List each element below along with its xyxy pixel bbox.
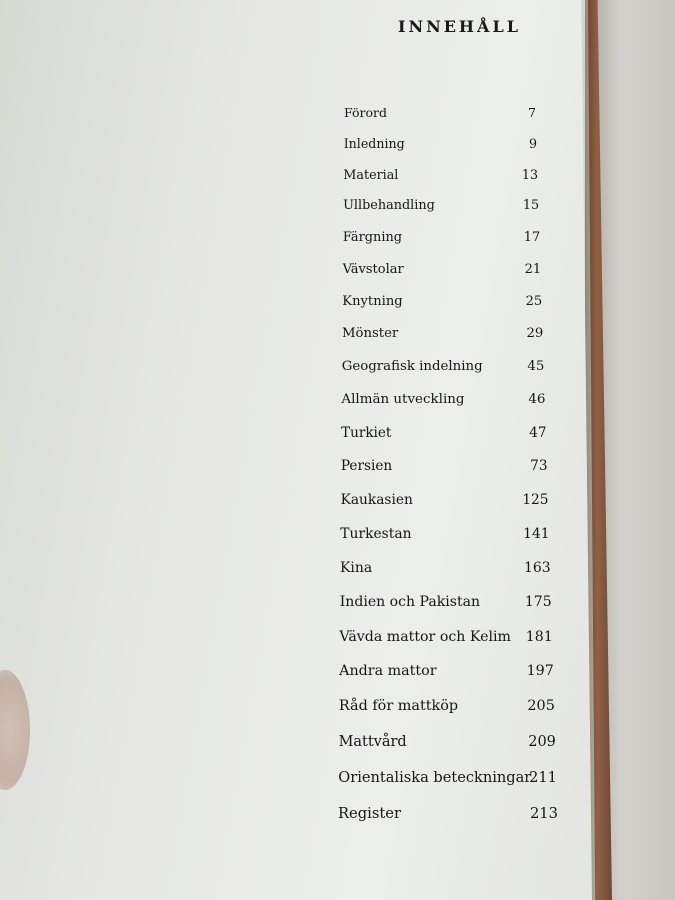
toc-entry-page-number: 181 xyxy=(525,628,553,645)
toc-entry-label: Färgning xyxy=(342,230,403,246)
toc-entry-page-number: 209 xyxy=(528,733,556,750)
toc-entry-label: Mönster xyxy=(342,326,399,342)
toc-entry-label: Mattvård xyxy=(338,733,407,750)
toc-entry-page-number: 211 xyxy=(529,769,557,786)
toc-entry-label: Andra mattor xyxy=(339,663,437,680)
toc-entry-label: Inledning xyxy=(343,135,405,151)
toc-entry-page-number: 29 xyxy=(526,326,544,342)
toc-entry-page-number: 73 xyxy=(530,458,548,475)
toc-entry-label: Persien xyxy=(340,458,393,475)
toc-entry-label: Material xyxy=(343,167,399,183)
toc-entry-page-number: 205 xyxy=(527,698,555,715)
toc-entry-page-number: 47 xyxy=(529,425,547,441)
toc-entry-label: Råd för mattköp xyxy=(338,698,459,715)
toc-entry-label: Ullbehandling xyxy=(343,198,435,214)
page-title: INNEHÅLL xyxy=(398,17,521,36)
toc-entry-page-number: 25 xyxy=(525,294,543,310)
toc-entry-label: Allmän utveckling xyxy=(341,391,465,407)
toc-entry-page-number: 46 xyxy=(528,391,546,407)
toc-entry-page-number: 7 xyxy=(528,105,536,120)
toc-entry-page-number: 13 xyxy=(521,167,539,183)
toc-entry-page-number: 125 xyxy=(522,491,549,508)
toc-entry-page-number: 213 xyxy=(529,804,558,822)
toc-entry-page-number: 17 xyxy=(523,230,541,246)
toc-entry-label: Kina xyxy=(340,559,373,576)
toc-entry-label: Register xyxy=(338,804,402,822)
toc-entry-label: Vävda mattor och Kelim xyxy=(339,628,511,645)
toc-entry-page-number: 163 xyxy=(524,559,551,576)
toc-entry-label: Knytning xyxy=(342,294,403,310)
toc-entry-page-number: 15 xyxy=(522,198,540,214)
toc-entry-label: Förord xyxy=(344,105,387,120)
toc-entry-page-number: 175 xyxy=(524,594,552,610)
toc-entry-label: Geografisk indelning xyxy=(341,359,483,375)
toc-entry-label: Indien och Pakistan xyxy=(339,594,481,610)
toc-entry-label: Turkestan xyxy=(340,525,412,542)
toc-entry-page-number: 45 xyxy=(527,359,545,375)
toc-entry-page-number: 197 xyxy=(526,663,554,680)
toc-entry-label: Turkiet xyxy=(341,425,392,441)
toc-entry-page-number: 21 xyxy=(524,262,542,277)
toc-entry-label: Kaukasien xyxy=(340,491,413,508)
toc-entry-page-number: 9 xyxy=(529,135,538,151)
toc-entry-page-number: 141 xyxy=(523,525,550,542)
toc-entry-label: Orientaliska beteckningar xyxy=(338,769,532,786)
toc-entry-label: Vävstolar xyxy=(342,262,404,277)
